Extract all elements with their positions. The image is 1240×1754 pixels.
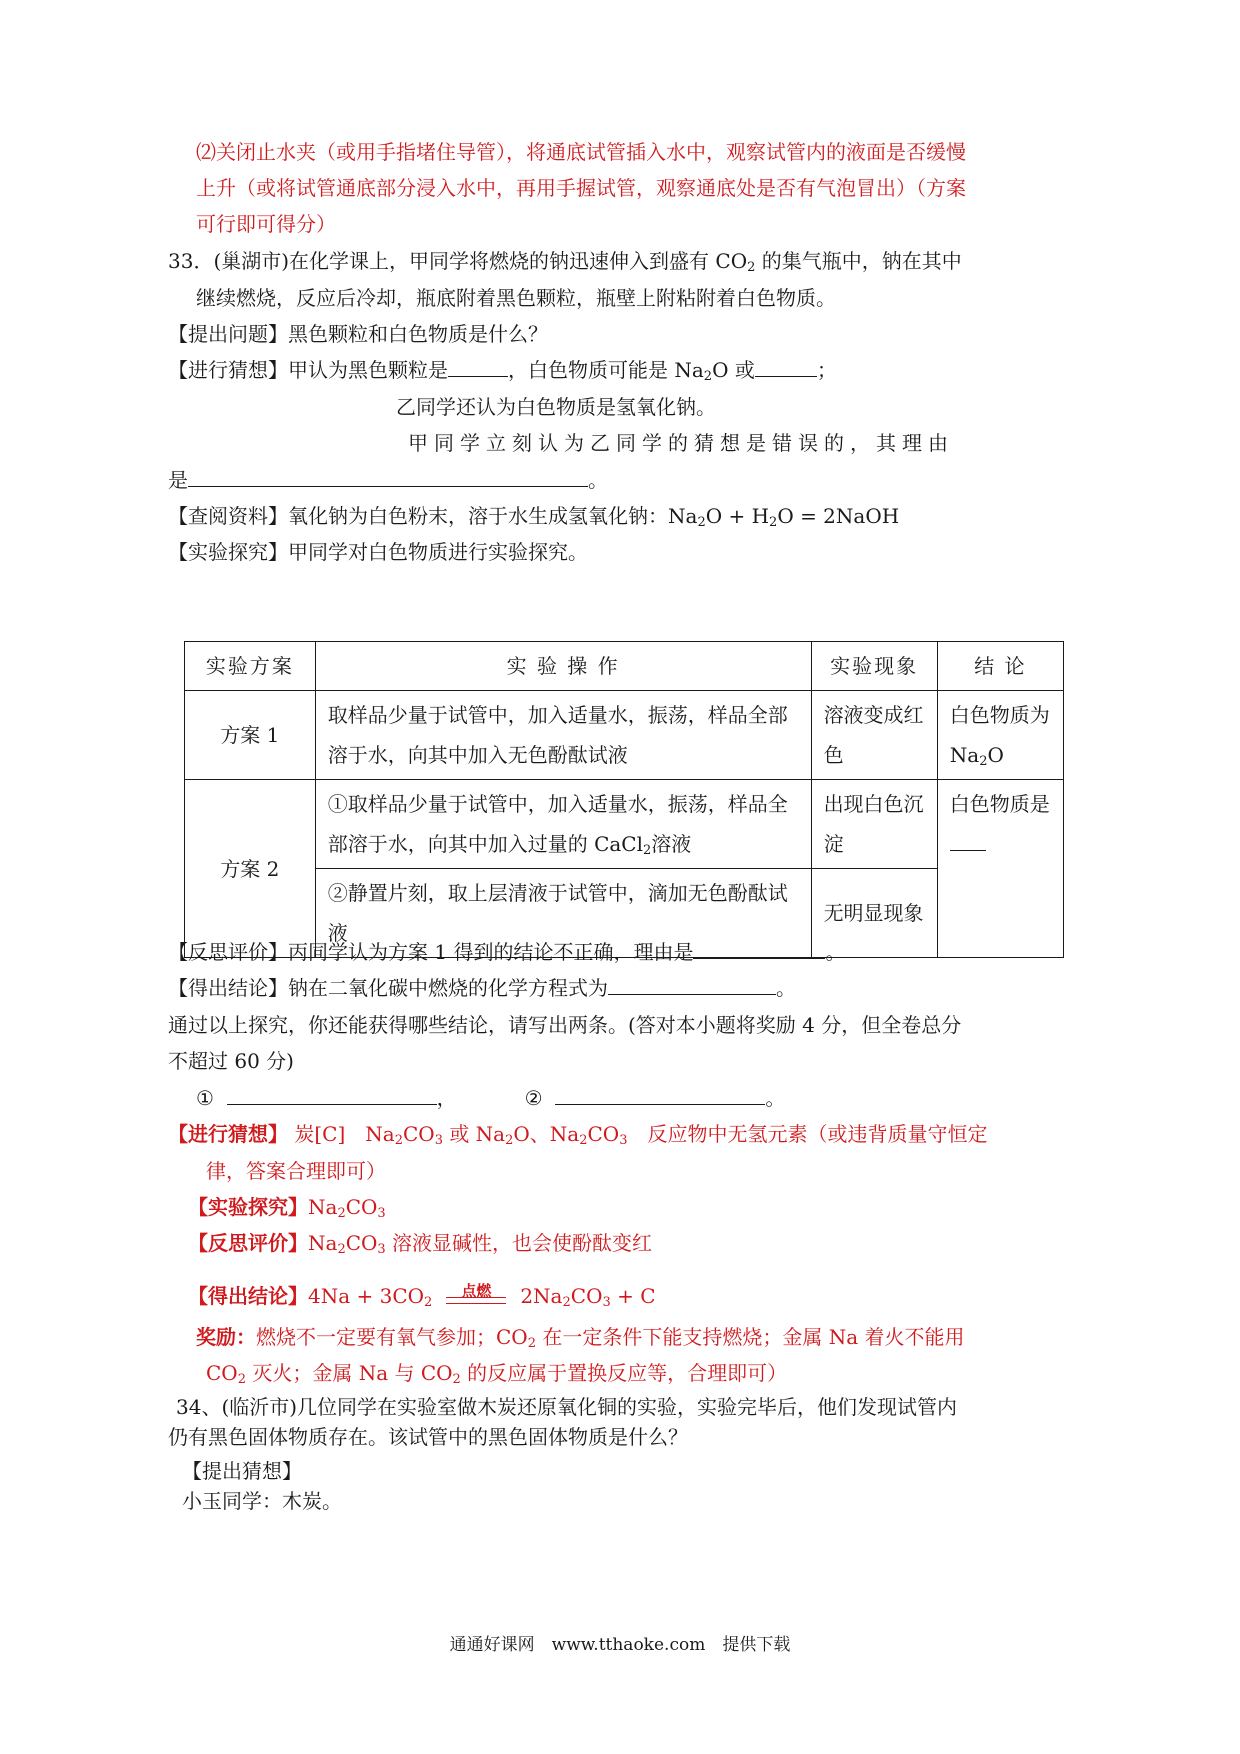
table-header: 实验方案 xyxy=(185,642,316,691)
plan-conclusion: 白色物质为 $Na_2O$ xyxy=(937,691,1063,780)
q33-guess: 【进行猜想】甲认为黑色颗粒是 ，白色物质可能是 $Na_2O$ 或 ； xyxy=(168,350,1048,390)
plan-name: 方案 2 xyxy=(185,780,316,958)
plan-conclusion: 白色物质是 xyxy=(937,780,1063,958)
answer-explore: 【实验探究】$Na_2CO_3$ xyxy=(188,1195,386,1221)
q33-yi-guess: 乙同学还认为白色物质是氢氧化钠。 xyxy=(396,395,716,419)
q34-line-2: 仍有黑色固体物质存在。该试管中的黑色固体物质是什么？ xyxy=(168,1425,688,1449)
q33-reference: 【查阅资料】氧化钠为白色粉末，溶于水生成氢氧化钠：$Na_2O + H_2O$ = 2NaOH xyxy=(168,504,900,530)
answer-blank xyxy=(693,934,825,959)
plan-operation: ①取样品少量于试管中，加入适量水，振荡，样品全部溶于水，向其中加入过量的 CaCl$_2$溶液 xyxy=(315,780,811,869)
answer-guess-line-1: 【进行猜想】 炭[C] $Na_2CO_3$ 或 $Na_2O$、$Na_2CO_3$ 反应物中无氢元素（或违背质量守恒定 xyxy=(168,1122,988,1148)
answer-reflect: 【反思评价】$Na_2CO_3$ 溶液显碱性，也会使酚酞变红 xyxy=(188,1231,653,1257)
plan-operation: 取样品少量于试管中，加入适量水，振荡，样品全部溶于水，向其中加入无色酚酞试液 xyxy=(315,691,811,780)
plan-observation: 无明显现象 xyxy=(811,869,937,958)
q33-more-blanks: ① ， ② 。 xyxy=(196,1078,1076,1118)
q33-reflect: 【反思评价】丙同学认为方案 1 得到的结论不正确，理由是 。 xyxy=(168,932,1048,972)
q33-intro-line-2: 继续燃烧，反应后冷却，瓶底附着黑色颗粒，瓶壁上附粘附着白色物质。 xyxy=(196,286,836,310)
answer-blank xyxy=(227,1080,437,1105)
table-header: 实验现象 xyxy=(811,642,937,691)
answer-blank xyxy=(448,352,508,377)
answer-blank xyxy=(188,462,588,487)
q33-intro-line-1: 33．(巢湖市)在化学课上，甲同学将燃烧的钠迅速伸入到盛有 $CO_2$ 的集气瓶中，钠在其中 xyxy=(168,249,962,275)
prev-answer-line-2: 上升（或将试管通底部分浸入水中，再用手握试管，观察通底处是否有气泡冒出）（方案 xyxy=(196,176,966,200)
table-header: 实 验 操 作 xyxy=(315,642,811,691)
plan-observation: 出现白色沉淀 xyxy=(811,780,937,869)
q33-more-line-1: 通过以上探究，你还能获得哪些结论，请写出两条。(答对本小题将奖励 4 分，但全卷总分 xyxy=(168,1013,962,1037)
table-row xyxy=(185,780,1064,869)
plan-observation: 溶液变成红色 xyxy=(811,691,937,780)
answer-blank xyxy=(608,970,776,995)
q33-ask: 【提出问题】黑色颗粒和白色物质是什么？ xyxy=(168,322,548,346)
q33-reason-blank-line: 是 。 xyxy=(168,460,1048,500)
experiment-table xyxy=(184,641,1064,958)
prev-answer-line-3: 可行即可得分） xyxy=(196,212,336,236)
q34-line-1: 34、(临沂市)几位同学在实验室做木炭还原氧化铜的实验，实验完毕后，他们发现试管内 xyxy=(176,1395,958,1419)
answer-guess-line-2: 律，答案合理即可） xyxy=(206,1159,386,1183)
q34-line-3: 【提出猜想】 xyxy=(182,1459,302,1483)
q33-more-line-2: 不超过 60 分) xyxy=(168,1049,294,1073)
answer-blank xyxy=(755,352,817,377)
q34-line-4: 小玉同学：木炭。 xyxy=(182,1489,342,1513)
answer-blank xyxy=(555,1080,765,1105)
answer-equation: 【得出结论】$4Na + 3CO_2$ 点燃 $2Na_2CO_3 + C$ xyxy=(188,1276,1068,1316)
plan-operation: ②静置片刻，取上层清液于试管中，滴加无色酚酞试液 xyxy=(315,869,811,958)
q33-explore: 【实验探究】甲同学对白色物质进行实验探究。 xyxy=(168,540,588,564)
table-row xyxy=(185,691,1064,780)
answer-reward-line-1: 奖励：燃烧不一定要有氧气参加；$CO_2$ 在一定条件下能支持燃烧；金属 Na 着火不能用 xyxy=(196,1325,965,1351)
answer-blank xyxy=(950,826,986,851)
page-footer: 通通好课网 www.tthaoke.com 提供下载 xyxy=(449,1635,791,1655)
prev-answer-line-1: ⑵关闭止水夹（或用手指堵住导管），将通底试管插入水中，观察试管内的液面是否缓慢 xyxy=(196,140,966,164)
answer-reward-line-2: $CO_2$ 灭火；金属 Na 与 $CO_2$ 的反应属于置换反应等，合理即可） xyxy=(206,1361,788,1387)
table-header-row xyxy=(185,642,1064,691)
plan-name: 方案 1 xyxy=(185,691,316,780)
q33-jia-reason: 甲同学立刻认为乙同学的猜想是错误的，其理由 xyxy=(408,431,954,455)
reaction-condition: 点燃 xyxy=(442,1283,510,1313)
table-header: 结 论 xyxy=(937,642,1063,691)
q33-conclude: 【得出结论】钠在二氧化碳中燃烧的化学方程式为 。 xyxy=(168,968,1048,1008)
